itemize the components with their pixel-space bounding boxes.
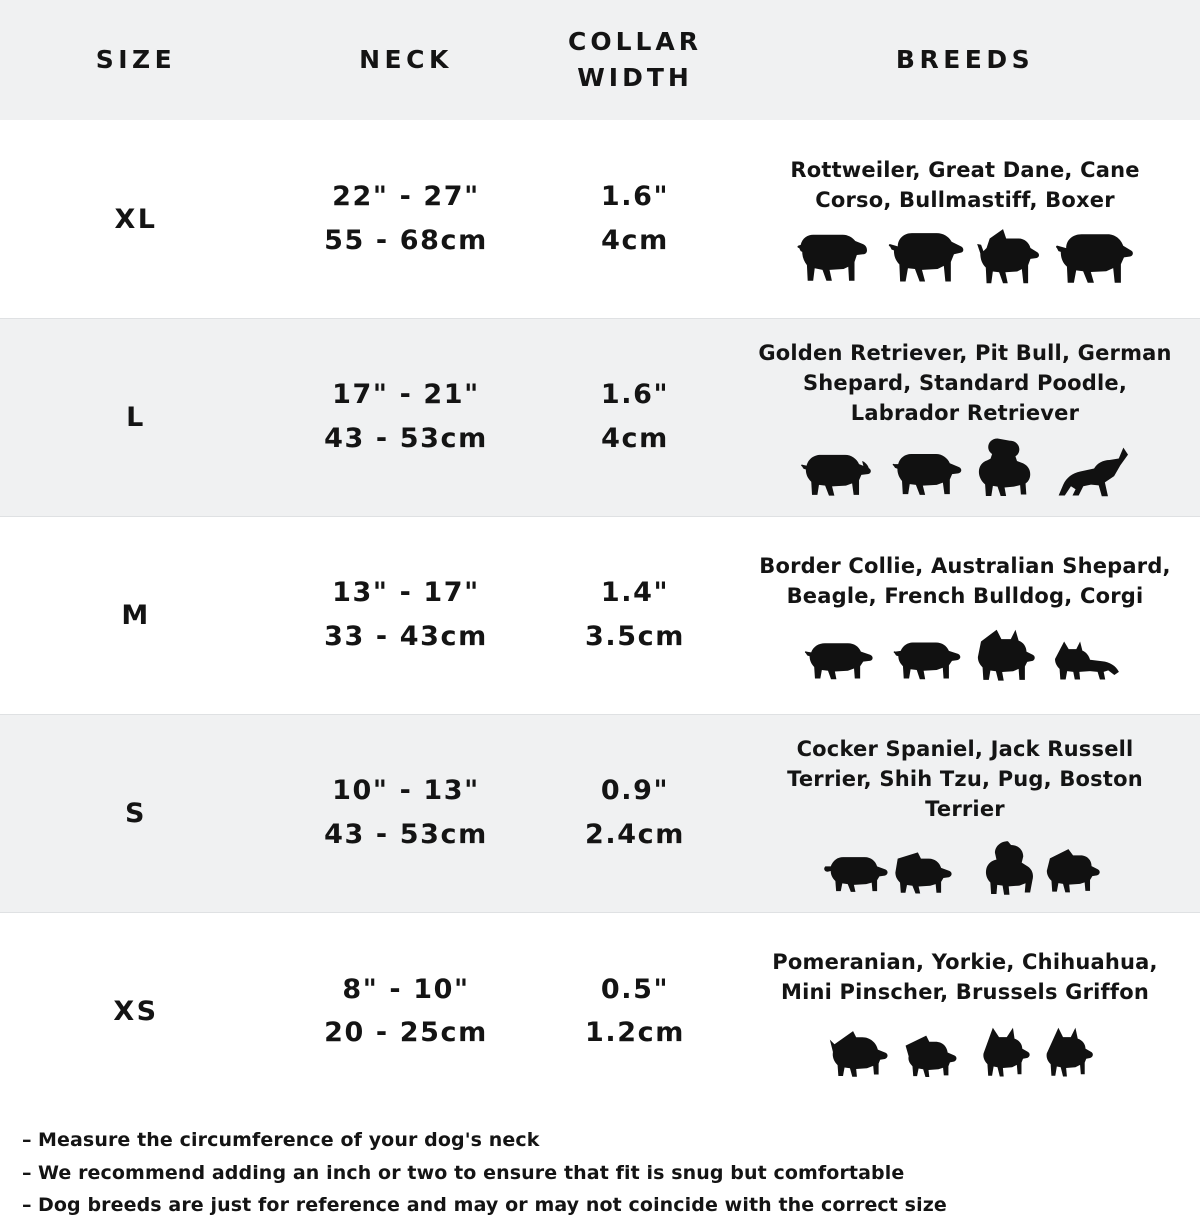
footnote-item [22,1157,1178,1190]
neck-inches: 10" - 13" [332,775,480,807]
table-row [0,912,1200,1110]
collar-width-line-2: WIDTH [577,62,693,92]
corgi-icon [1055,638,1125,680]
cocker-spaniel-icon [823,849,891,893]
great-dane-icon [890,226,968,284]
cell-collar-width [540,912,730,1110]
cell-neck [272,120,540,318]
cell-size [0,120,272,318]
breed-icon-group [752,618,1178,680]
breed-list: Border Collie, Australian Shepard, Beagle, French Bulldog, Corgi [759,554,1171,608]
header-row [0,0,1200,120]
cell-breeds [730,120,1200,318]
table-row [0,516,1200,714]
cell-breeds [730,516,1200,714]
column-header-collar-width [540,0,730,120]
cell-breeds [730,318,1200,516]
cell-collar-width [540,516,730,714]
beagle-icon [893,634,965,680]
table-row [0,318,1200,516]
collar-width-line-1: COLLAR [567,27,703,57]
cell-collar-width [540,120,730,318]
size-label: XS [113,995,159,1027]
dash-bullet: – [22,1161,32,1184]
table-body [0,120,1200,1110]
french-bulldog-icon [981,628,1039,680]
labrador-icon [892,445,966,497]
column-header-breeds: BREEDS [730,0,1200,120]
mini-pinscher-icon [1046,1026,1094,1076]
size-label: XL [114,203,158,235]
poodle-icon [982,439,1038,497]
cell-size [0,714,272,912]
width-centimeters: 2.4cm [585,819,685,850]
breed-icon-group [752,222,1178,284]
footnote-item [22,1124,1178,1157]
size-label: M [121,599,151,631]
cell-collar-width [540,318,730,516]
breed-list: Rottweiler, Great Dane, Cane Corso, Bullmastiff, Boxer [790,158,1140,212]
dash-bullet: – [22,1194,32,1217]
column-header-size: SIZE [0,0,272,120]
cell-collar-width [540,714,730,912]
size-label: S [125,797,147,829]
neck-inches: 13" - 17" [332,577,480,609]
width-inches: 1.4" [600,577,670,609]
table-row [0,120,1200,318]
neck-centimeters: 20 - 25cm [324,1017,488,1049]
breed-icon-group [752,1014,1178,1076]
bullmastiff-icon [1060,226,1134,284]
column-header-neck: NECK [272,0,540,120]
neck-inches: 22" - 27" [332,181,480,213]
doberman-icon [984,226,1044,284]
table-header [0,0,1200,120]
footnote-text: We recommend adding an inch or two to ensure that fit is snug but comfortable [38,1161,905,1184]
cell-neck [272,318,540,516]
pug-icon [1053,847,1107,893]
width-inches: 0.5" [600,973,670,1005]
breed-list: Cocker Spaniel, Jack Russell Terrier, Shih Tzu, Pug, Boston Terrier [787,737,1143,821]
jack-russell-icon [907,849,969,893]
footnote-item [22,1189,1178,1222]
size-label: L [126,401,146,433]
footnote-text: Dog breeds are just for reference and may or may not coincide with the correct size [38,1194,947,1217]
neck-centimeters: 33 - 43cm [324,621,488,652]
breed-list: Pomeranian, Yorkie, Chihuahua, Mini Pinscher, Brussels Griffon [772,950,1158,1005]
pomeranian-icon [836,1028,898,1076]
shih-tzu-icon [985,843,1037,893]
cell-size [0,318,272,516]
footnotes [0,1110,1200,1222]
footnote-text: Measure the circumference of your dog's neck [38,1129,540,1151]
border-collie-icon [805,634,877,680]
breed-icon-group [752,435,1178,497]
width-inches: 0.9" [600,775,670,807]
breed-icon-group [752,831,1178,893]
cell-neck [272,714,540,912]
german-shepherd-icon [1054,443,1128,497]
chihuahua-icon [982,1026,1030,1076]
width-inches: 1.6" [600,379,670,411]
neck-centimeters: 43 - 53cm [324,423,488,454]
width-centimeters: 1.2cm [585,1017,685,1049]
cell-size [0,516,272,714]
neck-inches: 8" - 10" [342,973,470,1005]
width-centimeters: 3.5cm [585,621,685,652]
breed-list: Golden Retriever, Pit Bull, German Shepard, Standard Poodle, Labrador Retriever [758,341,1172,425]
table-row [0,714,1200,912]
golden-retriever-icon [802,445,876,497]
neck-centimeters: 43 - 53cm [324,819,488,850]
cell-neck [272,912,540,1110]
neck-centimeters: 55 - 68cm [324,225,488,256]
width-centimeters: 4cm [601,423,669,454]
neck-inches: 17" - 21" [332,379,480,411]
cell-breeds [730,714,1200,912]
cell-neck [272,516,540,714]
cell-breeds [730,912,1200,1110]
width-inches: 1.6" [600,181,670,213]
width-centimeters: 4cm [601,225,669,256]
dash-bullet: – [22,1129,32,1151]
cell-size [0,912,272,1110]
yorkie-icon [914,1032,966,1076]
rottweiler-icon [796,226,874,284]
